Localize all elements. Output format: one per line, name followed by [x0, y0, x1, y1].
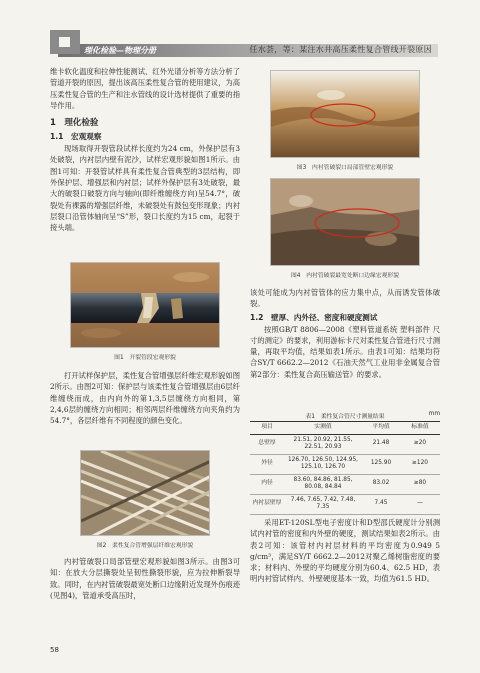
table-cell: 内衬层壁厚 [250, 494, 284, 514]
density-hardness-paragraph: 采用ET-120SL型电子密度计和D型邵氏硬度计分别测试内衬管的密度和内外壁的硬度，测试结果如表2所示。由表2可知：该管材内衬层材料的平均密度为0.949 5 g/cm³，满足SY/T 6662.2—2012对聚乙烯树脂密度的要求；材料内、外壁的平均硬度分别为60.4、62.5 HD，表明内衬管试样内、外壁硬度基本一致，均值为61.5 HD。 [250, 518, 440, 584]
table-header-cell: 实测值 [314, 424, 332, 430]
left-column-top [50, 66, 240, 234]
left-column-bottom [50, 556, 240, 601]
figure-1-caption: 图1 开裂管段宏观形貌 [114, 355, 176, 361]
table-cell: 内径 [250, 474, 284, 494]
figure-1-photo [70, 262, 220, 348]
journal-logo [50, 30, 80, 54]
table-cell: 7.46, 7.65, 7.42, 7.48, 7.35 [284, 494, 362, 514]
page-header [0, 0, 480, 62]
table-cell: ≥80 [400, 474, 440, 494]
liner-observation-paragraph: 内衬管破裂口局部管壁宏观形貌如图3所示。由图3可知：在放大分层撕裂处呈韧性撕裂形貌，应为拉伸断裂导致。同时，在内衬管破裂最宽处断口边缘附近发现外伤痕迹(见图4)，管道承受高压时， [50, 557, 240, 600]
section-1-heading: 1 理化检验 [50, 118, 99, 129]
stress-concentration-paragraph: 该处可能成为内衬管管体的应力集中点，从而诱发管体破裂。 [250, 288, 440, 309]
table-1-unit: mm [428, 411, 440, 417]
intro-paragraph: 维卡软化温度和拉伸性能测试、红外光谱分析等方法分析了管道开裂的原因，提出该高压柔性复合管的使用建议，为高压柔性复合管的生产和注水管线的设计选材提供了重要的指导作用。 [50, 67, 240, 110]
table-cell: 21.51, 20.92, 21.55, 22.51, 20.93 [284, 434, 362, 454]
table-cell: 125.90 [362, 454, 400, 474]
table-cell: 83.60, 84.86, 81.85, 80.08, 84.84 [284, 474, 362, 494]
table-header-cell: 平均值 [372, 424, 390, 430]
table-1-title: 表1 柔性复合管尺寸测量结果 [305, 414, 385, 420]
section-1-1-heading: 1.1 宏观观察 [50, 132, 102, 142]
right-column-bottom [250, 517, 440, 585]
reinforcement-layer-paragraph: 打开试样保护层，柔性复合管增强层纤维宏观形貌如图2所示。由图2可知：保护层与该柔性复合管增强层由6层纤维缠绕而成，由内向外的第1,3,5层缠绕方向相同，第2,4,6层的缠绕方向相同；相邻两层纤维缠绕方向夹角约为54.7°，各层纤维有不同程度的颜色变化。 [50, 371, 240, 426]
figure-3-caption: 图3 内衬管破裂口局部管壁宏观形貌 [296, 165, 394, 171]
figure-3-photo [270, 70, 420, 158]
table-1 [250, 421, 440, 515]
journal-section-title: 理化检验—物理分册 [84, 46, 156, 55]
table-cell: ≥120 [400, 454, 440, 474]
right-column-text [250, 287, 440, 380]
figure-2-caption: 图2 柔性复合管增强层纤维宏观形貌 [96, 543, 194, 549]
table-row [250, 474, 440, 494]
table-cell: ≥20 [400, 434, 440, 454]
table-cell: 总壁厚 [250, 434, 284, 454]
page-number: 58 [50, 646, 59, 654]
table-cell: 83.02 [362, 474, 400, 494]
table-cell: 126.70, 126.50, 124.95, 125.10, 126.70 [284, 454, 362, 474]
left-column-middle [50, 370, 240, 426]
table-cell: 外径 [250, 454, 284, 474]
table-row [250, 434, 440, 454]
figure-4-photo [270, 178, 420, 266]
table-cell: 7.45 [362, 494, 400, 514]
table-header-cell: 项目 [261, 424, 273, 430]
table-row [250, 494, 440, 514]
table-header-row [250, 422, 440, 435]
section-1-2-heading: 1.2 壁厚、内外径、密度和硬度测试 [250, 312, 378, 322]
dimension-measurement-paragraph: 按照GB/T 8806—2008《塑料管道系统 塑料部件 尺寸的测定》的要求，利用游标卡尺对柔性复合管进行尺寸测量，再取平均值，结果如表1所示。由表1可知：结果均符合SY/T 6662.2—2012《石油天然气工业用非金属复合管 第2部分：柔性复合高压输送管》的要求。 [250, 324, 440, 379]
figure-4-caption: 图4 内衬管破裂最宽处断口边缘宏观形貌 [290, 273, 400, 279]
table-cell: — [400, 494, 440, 514]
table-cell: 21.48 [362, 434, 400, 454]
macro-observation-paragraph: 现场取得开裂管段试样长度约为24 cm，外保护层有3处破裂，内衬层内壁有泥沙，试样宏观形貌如图1所示。由图1可知：开裂管试样具有柔性复合管典型的3层结构，即外保护层、增强层和内衬层；试样外保护层有3处破裂，最大的破裂口破裂方向与轴向(即纤维缠绕方向)呈54.7°，破裂处有裸露的增强层纤维，未破裂处有鼓包变形现象；内衬层裂口沿管体轴向呈“S”形，裂口长度约为15 cm，起裂于接头端。 [50, 144, 240, 233]
figure-2-photo [80, 450, 210, 536]
table-header-cell: 标准值 [411, 424, 429, 430]
table-row [250, 454, 440, 474]
running-title: 任水荟，等：某注水井高压柔性复合管线开裂原因 [249, 45, 432, 54]
